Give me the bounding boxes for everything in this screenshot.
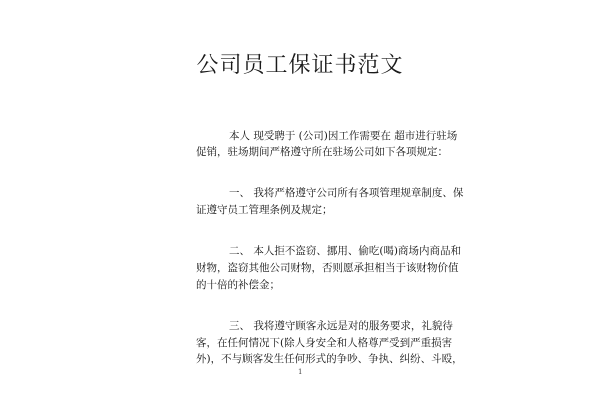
paragraph-item-3-line-2: 客，在任何情况下(除人身安全和人格尊严受到严重损害 (196, 337, 453, 349)
paragraph-item-3-line-3: 外)，不与顾客发生任何形式的争吵、争执、纠纷、斗殴， (196, 353, 463, 365)
paragraph-item-1-line-2: 证遵守员工管理条例及规定； (196, 204, 333, 216)
page-number: 1 (298, 368, 303, 376)
paragraph-intro-line-2: 促销，驻场期间严格遵守所在驻场公司如下各项规定： (196, 146, 448, 158)
paragraph-item-2-line-1: 二、 本人拒不盗窃、挪用、偷吃(喝)商场内商品和 (229, 245, 462, 257)
paragraph-item-1-line-1: 一、 我将严格遵守公司所有各项管理规章制度、保 (229, 187, 464, 199)
paragraph-item-2-line-3: 的十倍的补偿金； (196, 279, 280, 291)
paragraph-item-2-line-2: 财物，盗窃其他公司财物，否则愿承担相当于该财物价值 (196, 262, 459, 274)
paragraph-intro-line-1: 本人 现受聘于 (公司)因工作需要在 超市进行驻场 (229, 130, 458, 142)
document-title: 公司员工保证书范文 (196, 53, 404, 78)
paragraph-item-3-line-1: 三、 我将遵守顾客永远是对的服务要求，礼貌待 (229, 320, 453, 332)
